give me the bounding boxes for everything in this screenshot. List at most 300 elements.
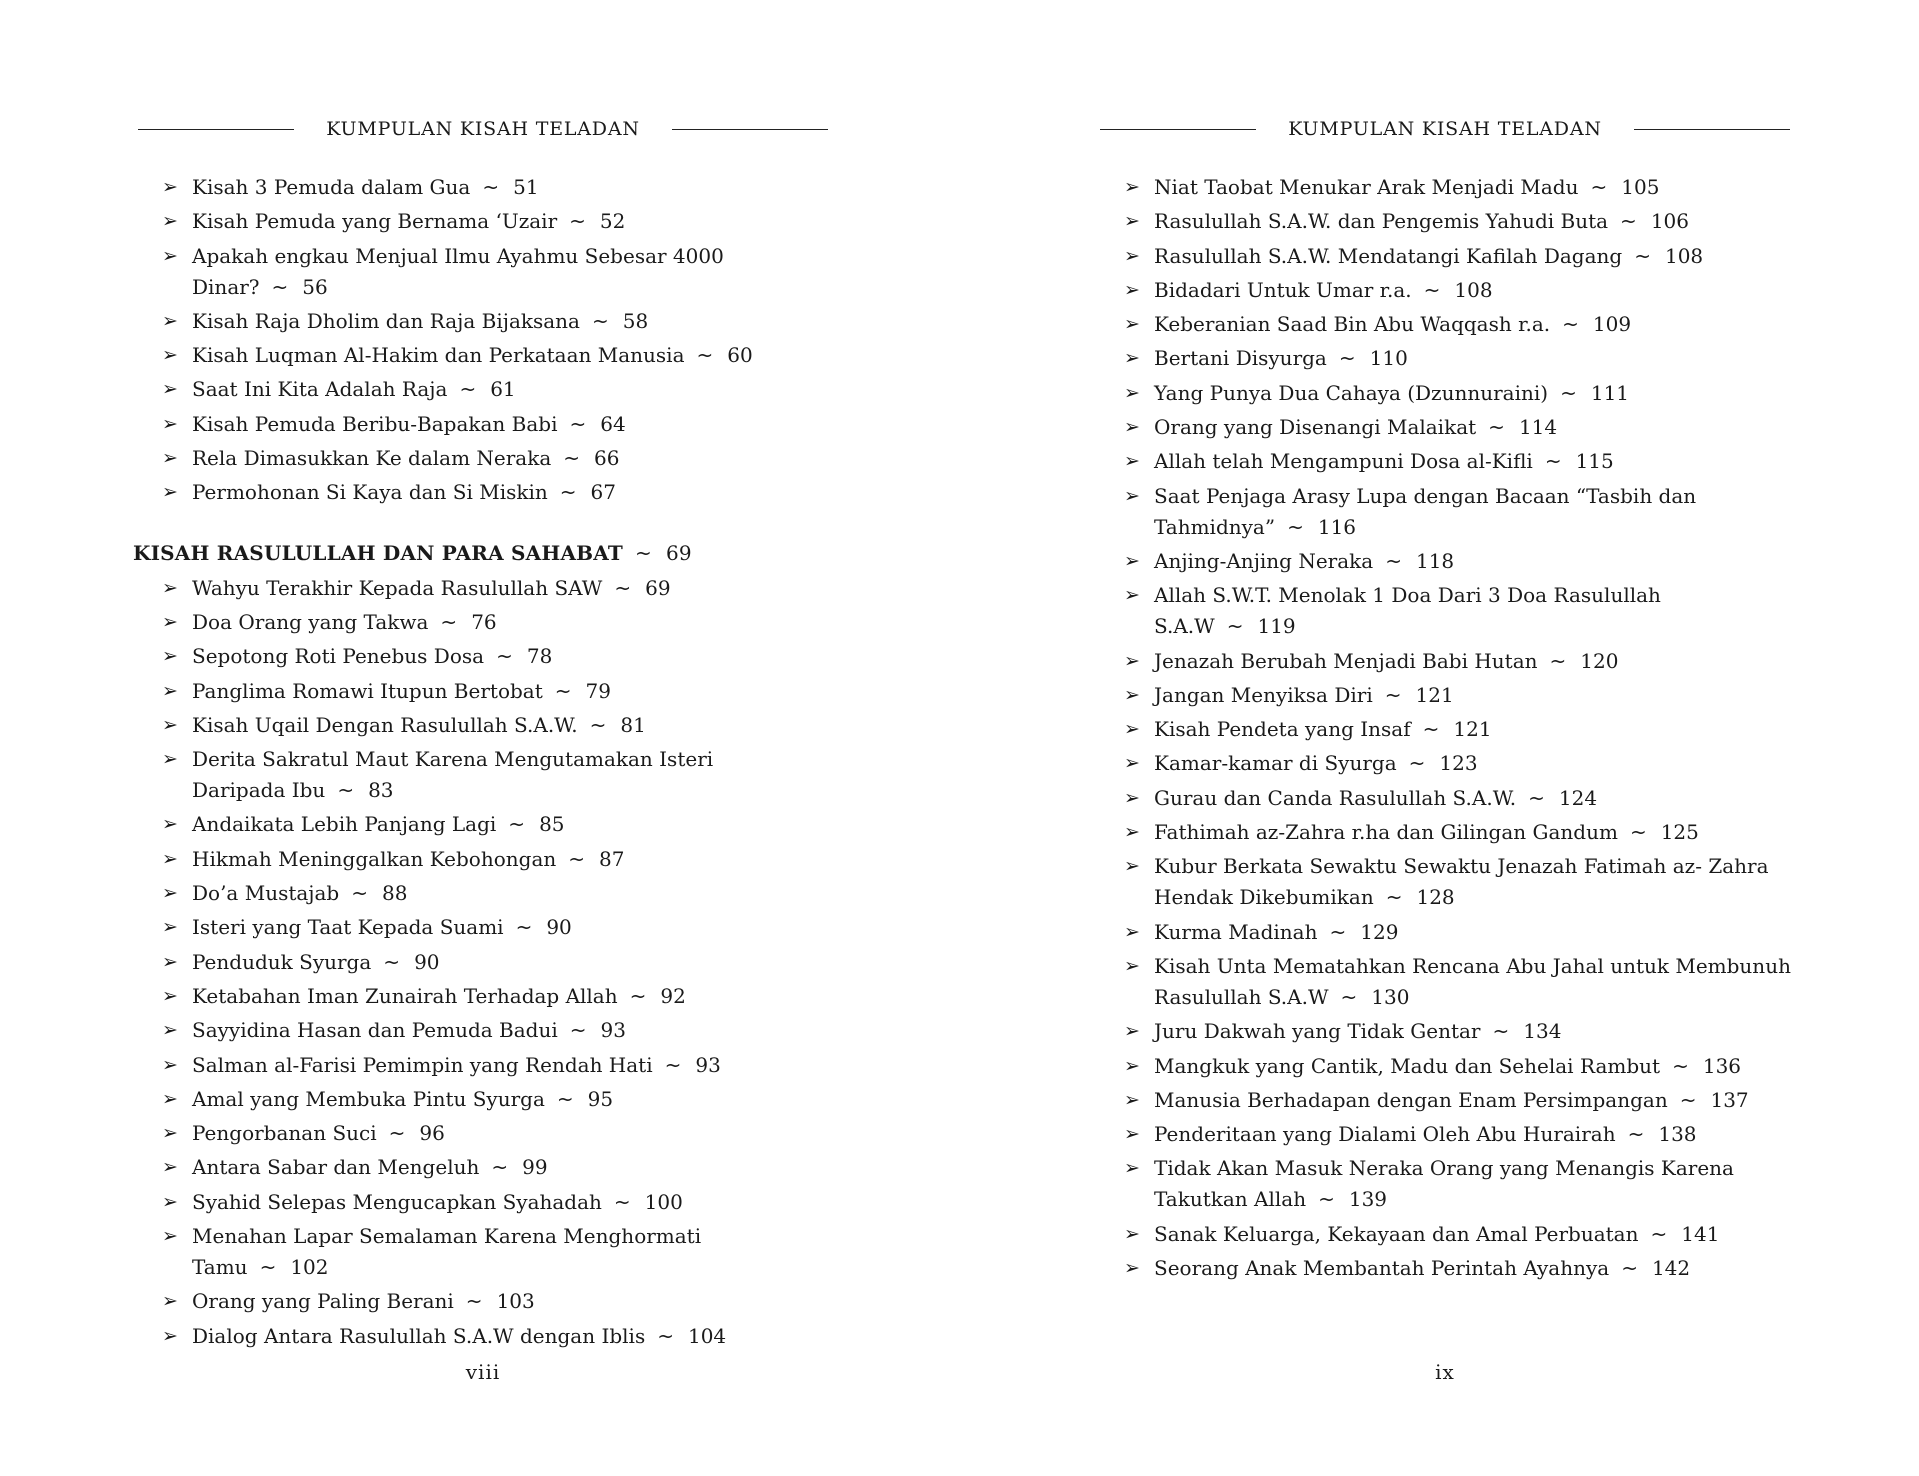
entry-page: 93 — [695, 1052, 721, 1077]
separator-tilde: ~ — [1287, 514, 1304, 539]
toc-entry — [1095, 917, 1794, 948]
separator-tilde: ~ — [1329, 919, 1347, 944]
arrow-bullet-icon: ➢ — [162, 176, 178, 198]
toc-entry — [133, 912, 792, 943]
arrow-bullet-icon: ➢ — [162, 1290, 178, 1313]
toc-entry — [1095, 481, 1794, 543]
entry-page: 114 — [1518, 415, 1558, 440]
arrow-bullet-icon: ➢ — [162, 244, 178, 267]
entry-page: 109 — [1592, 312, 1632, 337]
entry-title: Orang yang Paling Berani — [192, 1289, 454, 1314]
entry-title: Keberanian Saad Bin Abu Waqqash r.a. — [1154, 312, 1551, 337]
entry-page: 87 — [599, 846, 625, 871]
toc-entry — [133, 477, 792, 508]
separator-tilde: ~ — [337, 778, 355, 803]
section-title-text: KISAH RASULULLAH DAN PARA SAHABAT — [133, 541, 623, 566]
toc-entry — [133, 744, 792, 806]
entry-title: Pengorbanan Suci — [192, 1121, 377, 1146]
arrow-bullet-icon: ➢ — [162, 344, 178, 367]
entry-title: Doa Orang yang Takwa — [192, 609, 429, 634]
arrow-bullet-icon: ➢ — [1124, 683, 1140, 706]
separator-tilde: ~ — [696, 343, 714, 368]
arrow-bullet-icon: ➢ — [1124, 584, 1140, 607]
arrow-bullet-icon: ➢ — [162, 748, 178, 771]
entry-title: Juru Dakwah yang Tidak Gentar — [1154, 1019, 1481, 1044]
toc-entry — [1095, 748, 1794, 779]
entry-page: 66 — [594, 446, 620, 471]
entry-title: Kisah Unta Mematahkan Rencana Abu Jahal untuk Membunuh Rasulullah S.A.W — [1154, 953, 1791, 1009]
arrow-bullet-icon: ➢ — [1124, 1054, 1140, 1077]
entry-title: Wahyu Terakhir Kepada Rasulullah SAW — [192, 575, 603, 600]
arrow-bullet-icon: ➢ — [1124, 450, 1140, 473]
arrow-bullet-icon: ➢ — [1124, 210, 1140, 233]
entry-title: Dialog Antara Rasulullah S.A.W dengan Iblis — [192, 1323, 646, 1348]
arrow-bullet-icon: ➢ — [162, 1019, 178, 1042]
arrow-bullet-icon: ➢ — [162, 1324, 178, 1347]
toc-entry — [133, 1084, 792, 1115]
toc-entry — [1095, 580, 1794, 642]
toc-entry — [133, 607, 792, 638]
entry-title: Salman al-Farisi Pemimpin yang Rendah Hati — [192, 1052, 653, 1077]
entry-title: Menahan Lapar Semalaman Karena Menghormati Tamu — [192, 1224, 702, 1280]
toc-entry — [1095, 172, 1794, 203]
separator-tilde: ~ — [1492, 1019, 1510, 1044]
arrow-bullet-icon: ➢ — [1124, 347, 1140, 370]
entry-page: 129 — [1360, 919, 1399, 944]
toc-entry — [133, 409, 792, 440]
separator-tilde: ~ — [440, 609, 458, 634]
entry-page: 108 — [1454, 277, 1493, 302]
toc-entry — [1095, 817, 1794, 848]
toc-entry — [133, 1152, 792, 1183]
separator-tilde: ~ — [559, 480, 577, 505]
arrow-bullet-icon: ➢ — [162, 610, 178, 633]
toc-entry — [1095, 1085, 1794, 1116]
separator-tilde: ~ — [1528, 785, 1545, 810]
entry-page: 83 — [368, 778, 394, 803]
arrow-bullet-icon: ➢ — [162, 1087, 178, 1110]
toc-entry — [1095, 714, 1794, 745]
toc-entry — [133, 172, 792, 203]
toc-entry — [1095, 446, 1794, 477]
arrow-bullet-icon: ➢ — [162, 950, 178, 973]
separator-tilde: ~ — [1385, 548, 1402, 573]
running-header — [1095, 114, 1795, 144]
entry-title: Jangan Menyiksa Diri — [1154, 682, 1373, 707]
entry-title: Do’a Mustajab — [192, 881, 340, 906]
entry-title: Permohonan Si Kaya dan Si Miskin — [192, 480, 548, 505]
entry-page: 125 — [1660, 820, 1699, 845]
toc-entry — [1095, 646, 1794, 677]
entry-page: 138 — [1658, 1122, 1697, 1147]
entry-page: 130 — [1371, 984, 1410, 1009]
separator-tilde: ~ — [1562, 312, 1579, 337]
entry-page: 136 — [1702, 1053, 1742, 1078]
separator-tilde: ~ — [1318, 1187, 1335, 1212]
entry-page: 81 — [620, 712, 646, 737]
arrow-bullet-icon: ➢ — [1124, 313, 1140, 336]
entry-title: Kisah 3 Pemuda dalam Gua — [192, 175, 471, 199]
entry-page: 69 — [645, 575, 671, 600]
toc-entry — [1095, 851, 1794, 913]
separator-tilde: ~ — [664, 1052, 682, 1077]
arrow-bullet-icon: ➢ — [162, 309, 178, 332]
toc-entry — [133, 1221, 792, 1283]
entry-title: Hikmah Meninggalkan Kebohongan — [192, 846, 557, 871]
entry-title: Bertani Disyurga — [1154, 346, 1327, 371]
entry-page: 95 — [587, 1086, 614, 1111]
separator-tilde: ~ — [1621, 1256, 1638, 1281]
entry-title: Panglima Romawi Itupun Bertobat — [192, 678, 543, 703]
entry-page: 56 — [302, 274, 328, 299]
toc-entry — [133, 981, 792, 1012]
toc-entry — [1095, 783, 1794, 814]
toc-entry — [133, 340, 792, 371]
arrow-bullet-icon: ➢ — [1124, 821, 1140, 844]
entry-title: Saat Penjaga Arasy Lupa dengan Bacaan “Tasbih dan Tahmidnya” — [1154, 483, 1697, 539]
separator-tilde: ~ — [629, 983, 647, 1008]
arrow-bullet-icon: ➢ — [1124, 649, 1140, 672]
entry-title: Bidadari Untuk Umar r.a. — [1154, 277, 1412, 302]
toc-entry — [133, 844, 792, 875]
entry-page: 108 — [1664, 243, 1704, 268]
separator-tilde: ~ — [1408, 751, 1426, 776]
entry-title: Gurau dan Canda Rasulullah S.A.W. — [1154, 785, 1517, 810]
separator-tilde: ~ — [635, 541, 652, 566]
toc-entry — [133, 1015, 792, 1046]
separator-tilde: ~ — [1549, 648, 1567, 673]
entry-title: Antara Sabar dan Mengeluh — [192, 1155, 480, 1180]
entry-page: 106 — [1650, 209, 1689, 234]
separator-tilde: ~ — [657, 1323, 674, 1348]
separator-tilde: ~ — [1488, 415, 1505, 440]
arrow-bullet-icon: ➢ — [162, 576, 178, 599]
entry-title: Amal yang Membuka Pintu Syurga — [192, 1086, 545, 1111]
arrow-bullet-icon: ➢ — [1124, 416, 1140, 439]
separator-tilde: ~ — [568, 846, 586, 871]
entry-page: 121 — [1415, 682, 1454, 707]
arrow-bullet-icon: ➢ — [1124, 278, 1140, 301]
arrow-bullet-icon: ➢ — [1124, 786, 1140, 809]
separator-tilde: ~ — [259, 1255, 277, 1280]
arrow-bullet-icon: ➢ — [162, 1053, 178, 1076]
entry-title: Kisah Raja Dholim dan Raja Bijaksana — [192, 308, 580, 333]
toc-entry — [1095, 1051, 1794, 1082]
arrow-bullet-icon: ➢ — [162, 412, 178, 435]
entry-page: 115 — [1575, 449, 1614, 474]
entry-title: Kubur Berkata Sewaktu Sewaktu Jenazah Fatimah az- Zahra Hendak Dikebumikan — [1154, 854, 1769, 910]
entry-page: 96 — [419, 1121, 445, 1146]
toc-entry — [133, 306, 792, 337]
entry-title: Seorang Anak Membantah Perintah Ayahnya — [1154, 1256, 1610, 1281]
toc-entry — [1095, 680, 1794, 711]
arrow-bullet-icon: ➢ — [1124, 855, 1140, 878]
arrow-bullet-icon: ➢ — [1124, 1020, 1140, 1043]
entry-title: Kisah Pemuda Beribu-Bapakan Babi — [192, 411, 558, 436]
toc-entry — [133, 947, 792, 978]
arrow-bullet-icon: ➢ — [162, 1122, 178, 1145]
entry-page: 123 — [1439, 751, 1478, 776]
separator-tilde: ~ — [614, 575, 632, 600]
header-title: KUMPULAN KISAH TELADAN — [1288, 118, 1602, 140]
entry-title: Syahid Selepas Mengucapkan Syahadah — [192, 1189, 602, 1214]
separator-tilde: ~ — [1385, 885, 1403, 910]
header-title: KUMPULAN KISAH TELADAN — [326, 118, 640, 140]
entry-title: Allah S.W.T. Menolak 1 Doa Dari 3 Doa Rasulullah S.A.W — [1154, 583, 1661, 639]
arrow-bullet-icon: ➢ — [1124, 1123, 1140, 1146]
separator-tilde: ~ — [1650, 1221, 1668, 1246]
toc-entry — [133, 1321, 792, 1352]
toc-entry — [1095, 241, 1794, 272]
toc-entry — [1095, 378, 1794, 409]
entry-title: Sanak Keluarga, Kekayaan dan Amal Perbuatan — [1154, 1221, 1639, 1246]
separator-tilde: ~ — [383, 949, 401, 974]
separator-tilde: ~ — [591, 308, 609, 333]
entry-page: 142 — [1651, 1256, 1691, 1281]
arrow-bullet-icon: ➢ — [162, 679, 178, 702]
section-heading — [133, 538, 833, 569]
entry-title: Apakah engkau Menjual Ilmu Ayahmu Sebesar 4000 Dinar? — [192, 243, 724, 299]
toc-entry — [133, 241, 792, 303]
arrow-bullet-icon: ➢ — [1124, 381, 1140, 404]
arrow-bullet-icon: ➢ — [1124, 718, 1140, 741]
arrow-bullet-icon: ➢ — [162, 1190, 178, 1213]
separator-tilde: ~ — [569, 209, 586, 234]
separator-tilde: ~ — [1226, 614, 1244, 639]
separator-tilde: ~ — [613, 1189, 631, 1214]
arrow-bullet-icon: ➢ — [162, 378, 178, 401]
entry-title: Kisah Pendeta yang Insaf — [1154, 717, 1411, 742]
entry-title: Rela Dimasukkan Ke dalam Neraka — [192, 446, 552, 471]
separator-tilde: ~ — [465, 1289, 483, 1314]
entry-page: 79 — [585, 678, 611, 703]
separator-tilde: ~ — [508, 812, 526, 837]
separator-tilde: ~ — [351, 881, 368, 906]
entry-page: 60 — [727, 343, 753, 368]
arrow-bullet-icon: ➢ — [1124, 244, 1140, 267]
toc-entry — [133, 443, 792, 474]
entry-title: Sepotong Roti Penebus Dosa — [192, 644, 485, 669]
toc-entry — [1095, 412, 1794, 443]
arrow-bullet-icon: ➢ — [1124, 1257, 1140, 1280]
toc-entry — [1095, 546, 1794, 577]
arrow-bullet-icon: ➢ — [162, 210, 178, 233]
page-number: ix — [1435, 1360, 1455, 1384]
entry-title: Allah telah Mengampuni Dosa al-Kifli — [1154, 449, 1533, 474]
toc-entry — [1095, 1219, 1794, 1250]
entry-title: Penderitaan yang Dialami Oleh Abu Hurairah — [1154, 1122, 1616, 1147]
entry-title: Jenazah Berubah Menjadi Babi Hutan — [1154, 648, 1538, 673]
entry-title: Rasulullah S.A.W. dan Pengemis Yahudi Buta — [1154, 209, 1609, 234]
arrow-bullet-icon: ➢ — [162, 1156, 178, 1179]
separator-tilde: ~ — [271, 274, 289, 299]
entry-page: 78 — [526, 644, 553, 669]
toc-entry — [133, 809, 792, 840]
entry-title: Sayyidina Hasan dan Pemuda Badui — [192, 1018, 558, 1043]
entry-page: 76 — [471, 609, 497, 634]
entry-page: 51 — [513, 175, 539, 199]
toc-entry — [133, 1187, 792, 1218]
arrow-bullet-icon: ➢ — [162, 1225, 178, 1248]
toc-entry — [1095, 206, 1794, 237]
arrow-bullet-icon: ➢ — [162, 481, 178, 504]
entry-page: 99 — [522, 1155, 548, 1180]
toc-entry — [1095, 343, 1794, 374]
entry-page: 139 — [1348, 1187, 1388, 1212]
arrow-bullet-icon: ➢ — [162, 645, 178, 668]
arrow-bullet-icon: ➢ — [1124, 549, 1140, 572]
entry-title: Kamar-kamar di Syurga — [1154, 751, 1397, 776]
toc-entry — [133, 1286, 792, 1317]
arrow-bullet-icon: ➢ — [1124, 1088, 1140, 1111]
separator-tilde: ~ — [496, 644, 513, 669]
arrow-bullet-icon: ➢ — [1124, 752, 1140, 775]
separator-tilde: ~ — [1590, 175, 1608, 199]
toc-entry — [1095, 1153, 1794, 1215]
separator-tilde: ~ — [1544, 449, 1562, 474]
entry-page: 64 — [600, 411, 626, 436]
toc-entry — [133, 641, 792, 672]
entry-title: Fathimah az-Zahra r.ha dan Gilingan Gandum — [1154, 820, 1618, 845]
separator-tilde: ~ — [482, 175, 500, 199]
separator-tilde: ~ — [388, 1121, 406, 1146]
header-rule-right — [1634, 129, 1790, 130]
entry-title: Niat Taobat Menukar Arak Menjadi Madu — [1154, 175, 1579, 199]
entry-page: 103 — [496, 1289, 535, 1314]
entry-title: Mangkuk yang Cantik, Madu dan Sehelai Rambut — [1154, 1053, 1661, 1078]
entry-title: Yang Punya Dua Cahaya (Dzunnuraini) — [1154, 380, 1549, 405]
toc-entry — [1095, 951, 1794, 1013]
entry-page: 90 — [546, 915, 572, 940]
entry-page: 116 — [1317, 514, 1357, 539]
entry-title: Kisah Luqman Al-Hakim dan Perkataan Manusia — [192, 343, 685, 368]
entry-page: 134 — [1523, 1019, 1562, 1044]
separator-tilde: ~ — [569, 1018, 587, 1043]
entry-title: Ketabahan Iman Zunairah Terhadap Allah — [192, 983, 618, 1008]
separator-tilde: ~ — [459, 377, 477, 402]
toc-entry — [1095, 1016, 1794, 1047]
entry-title: Derita Sakratul Maut Karena Mengutamakan Isteri Daripada Ibu — [192, 747, 714, 803]
separator-tilde: ~ — [554, 678, 572, 703]
arrow-bullet-icon: ➢ — [1124, 176, 1140, 198]
entry-title: Kisah Uqail Dengan Rasulullah S.A.W. — [192, 712, 578, 737]
separator-tilde: ~ — [1338, 346, 1356, 371]
right-page — [1095, 0, 1795, 1476]
separator-tilde: ~ — [563, 446, 581, 471]
toc-entry — [133, 573, 792, 604]
entry-title: Rasulullah S.A.W. Mendatangi Kafilah Dagang — [1154, 243, 1623, 268]
header-rule-right — [672, 129, 828, 130]
separator-tilde: ~ — [569, 411, 587, 436]
entry-title: Penduduk Syurga — [192, 949, 372, 974]
entry-title: Isteri yang Taat Kepada Suami — [192, 915, 504, 940]
arrow-bullet-icon: ➢ — [162, 882, 178, 905]
entry-title: Kurma Madinah — [1154, 919, 1318, 944]
entry-page: 137 — [1710, 1087, 1749, 1112]
arrow-bullet-icon: ➢ — [162, 813, 178, 836]
toc-entry — [1095, 275, 1794, 306]
arrow-bullet-icon: ➢ — [1124, 1222, 1140, 1245]
entry-page: 105 — [1621, 175, 1660, 199]
separator-tilde: ~ — [1620, 209, 1637, 234]
toc-entry — [133, 878, 792, 909]
running-header — [133, 114, 833, 144]
arrow-bullet-icon: ➢ — [162, 984, 178, 1007]
entry-page: 110 — [1369, 346, 1408, 371]
arrow-bullet-icon: ➢ — [162, 916, 178, 939]
entry-page: 119 — [1257, 614, 1296, 639]
entry-page: 92 — [660, 983, 686, 1008]
arrow-bullet-icon: ➢ — [1124, 484, 1140, 507]
separator-tilde: ~ — [1340, 984, 1358, 1009]
entry-page: 85 — [539, 812, 565, 837]
toc-entry — [1095, 1253, 1794, 1284]
page-number: viii — [465, 1360, 501, 1384]
entry-page: 102 — [290, 1255, 329, 1280]
entry-page: 141 — [1681, 1221, 1720, 1246]
separator-tilde: ~ — [1422, 717, 1440, 742]
entry-page: 111 — [1590, 380, 1630, 405]
entry-title: Anjing-Anjing Neraka — [1154, 548, 1374, 573]
arrow-bullet-icon: ➢ — [162, 447, 178, 470]
entry-page: 118 — [1415, 548, 1455, 573]
toc-entry — [133, 1118, 792, 1149]
separator-tilde: ~ — [556, 1086, 574, 1111]
arrow-bullet-icon: ➢ — [162, 847, 178, 870]
toc-entry — [1095, 1119, 1794, 1150]
entry-title: Orang yang Disenangi Malaikat — [1154, 415, 1477, 440]
separator-tilde: ~ — [1560, 380, 1577, 405]
toc-list-right — [1095, 172, 1795, 1287]
entry-page: 124 — [1558, 785, 1598, 810]
separator-tilde: ~ — [515, 915, 533, 940]
entry-title: Manusia Berhadapan dengan Enam Persimpangan — [1154, 1087, 1668, 1112]
entry-page: 104 — [687, 1323, 727, 1348]
arrow-bullet-icon: ➢ — [162, 713, 178, 736]
entry-page: 67 — [590, 480, 616, 505]
separator-tilde: ~ — [1629, 820, 1647, 845]
entry-page: 120 — [1580, 648, 1619, 673]
arrow-bullet-icon: ➢ — [1124, 1157, 1140, 1180]
separator-tilde: ~ — [1679, 1087, 1697, 1112]
entry-page: 93 — [600, 1018, 626, 1043]
separator-tilde: ~ — [589, 712, 607, 737]
section-page: 69 — [665, 541, 692, 566]
entry-page: 52 — [599, 209, 626, 234]
entry-page: 90 — [414, 949, 440, 974]
separator-tilde: ~ — [1672, 1053, 1689, 1078]
separator-tilde: ~ — [491, 1155, 509, 1180]
toc-entry — [133, 710, 792, 741]
arrow-bullet-icon: ➢ — [1124, 920, 1140, 943]
toc-entry — [133, 206, 792, 237]
arrow-bullet-icon: ➢ — [1124, 954, 1140, 977]
entry-page: 88 — [382, 881, 408, 906]
toc-entry — [133, 374, 792, 405]
entry-page: 121 — [1453, 717, 1492, 742]
entry-page: 128 — [1416, 885, 1455, 910]
separator-tilde: ~ — [1627, 1122, 1645, 1147]
separator-tilde: ~ — [1384, 682, 1402, 707]
entry-title: Kisah Pemuda yang Bernama ‘Uzair — [192, 209, 558, 234]
entry-page: 58 — [622, 308, 649, 333]
toc-entry — [133, 1050, 792, 1081]
entry-page: 100 — [644, 1189, 683, 1214]
entry-title: Andaikata Lebih Panjang Lagi — [192, 812, 497, 837]
entry-title: Saat Ini Kita Adalah Raja — [192, 377, 448, 402]
entry-title: Tidak Akan Masuk Neraka Orang yang Menangis Karena Takutkan Allah — [1154, 1156, 1734, 1212]
header-rule-left — [138, 129, 294, 130]
